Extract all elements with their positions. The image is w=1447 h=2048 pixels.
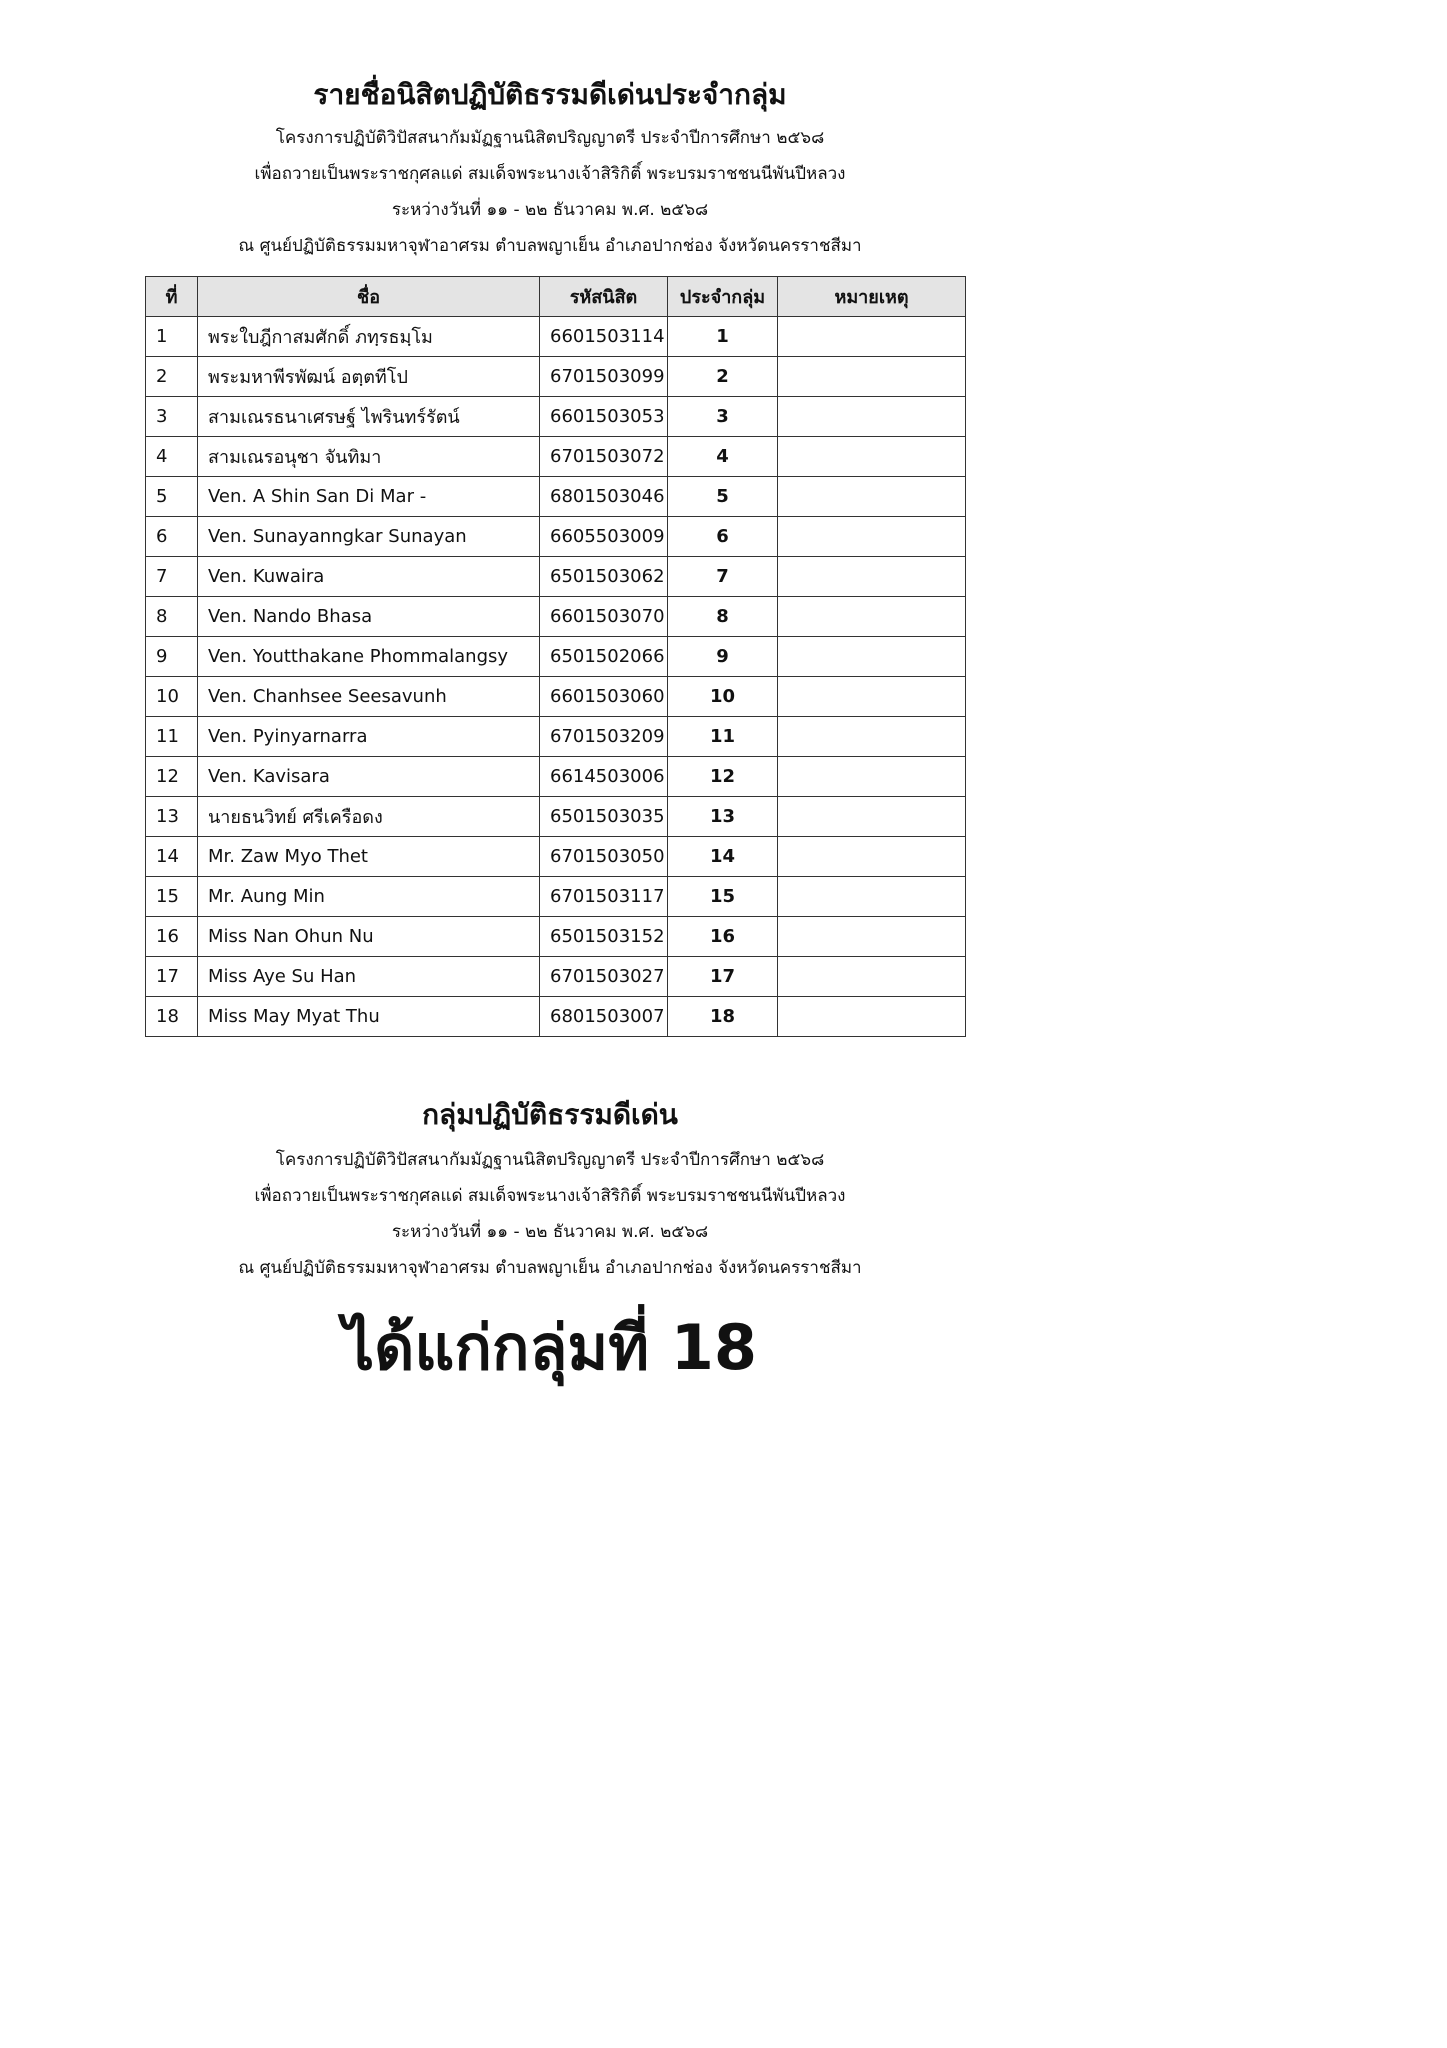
row-number-cell: 11 [146,717,198,757]
page-title: รายชื่อนิสิตปฏิบัติธรรมดีเด่นประจำกลุ่ม [313,78,787,111]
student-id-cell: 6601503114 [540,317,668,357]
table-row [146,877,966,917]
table-row [146,357,966,397]
row-number-cell: 6 [146,517,198,557]
note-cell [778,357,966,397]
group-number-cell: 18 [668,997,778,1037]
note-cell [778,397,966,437]
note-cell [778,677,966,717]
note-cell [778,477,966,517]
student-name-cell: Ven. Kuwaira [198,557,540,597]
student-id-cell: 6801503046 [540,477,668,517]
group-number-cell: 14 [668,837,778,877]
student-name-cell: Miss May Myat Thu [198,997,540,1037]
row-number-cell: 3 [146,397,198,437]
table-row [146,477,966,517]
student-id-cell: 6601503060 [540,677,668,717]
table-row [146,597,966,637]
project-line: โครงการปฏิบัติวิปัสสนากัมมัฏฐานนิสิตปริญญาตรี ประจำปีการศึกษา ๒๕๖๘ [275,128,825,148]
table-row [146,637,966,677]
student-name-cell: Mr. Aung Min [198,877,540,917]
column-header-student-id: รหัสนิสิต [540,277,668,317]
table-row [146,437,966,477]
group-number-cell: 3 [668,397,778,437]
note-cell [778,997,966,1037]
student-name-cell: Mr. Zaw Myo Thet [198,837,540,877]
table-row [146,797,966,837]
footer-location-line: ณ ศูนย์ปฏิบัติธรรมมหาจุฬาอาศรม ตำบลพญาเย็น อำเภอปากช่อง จังหวัดนครราชสีมา [238,1258,862,1278]
student-id-cell: 6605503009 [540,517,668,557]
header-section [0,78,1100,264]
note-cell [778,437,966,477]
column-header-name: ชื่อ [198,277,540,317]
student-name-cell: Ven. Pyinyarnarra [198,717,540,757]
group-number-cell: 12 [668,757,778,797]
student-id-cell: 6701503050 [540,837,668,877]
student-id-cell: 6801503007 [540,997,668,1037]
row-number-cell: 14 [146,837,198,877]
note-cell [778,917,966,957]
student-id-cell: 6501502066 [540,637,668,677]
table-row [146,517,966,557]
student-id-cell: 6601503070 [540,597,668,637]
row-number-cell: 12 [146,757,198,797]
row-number-cell: 15 [146,877,198,917]
table-row [146,757,966,797]
student-id-cell: 6501503152 [540,917,668,957]
note-cell [778,637,966,677]
group-number-cell: 16 [668,917,778,957]
row-number-cell: 17 [146,957,198,997]
row-number-cell: 9 [146,637,198,677]
table-header-row [146,277,966,317]
group-number-cell: 10 [668,677,778,717]
table-row [146,397,966,437]
row-number-cell: 10 [146,677,198,717]
student-id-cell: 6701503027 [540,957,668,997]
student-name-cell: Ven. Youtthakane Phommalangsy [198,637,540,677]
student-table [145,276,966,1037]
row-number-cell: 5 [146,477,198,517]
student-id-cell: 6614503006 [540,757,668,797]
student-id-cell: 6701503117 [540,877,668,917]
row-number-cell: 1 [146,317,198,357]
group-number-cell: 8 [668,597,778,637]
table-row [146,997,966,1037]
footer-date-line: ระหว่างวันที่ ๑๑ - ๒๒ ธันวาคม พ.ศ. ๒๕๖๘ [391,1222,709,1242]
note-cell [778,877,966,917]
group-number-cell: 15 [668,877,778,917]
table-row [146,557,966,597]
student-name-cell: Ven. Nando Bhasa [198,597,540,637]
row-number-cell: 13 [146,797,198,837]
student-name-cell: Miss Nan Ohun Nu [198,917,540,957]
group-award-title: กลุ่มปฏิบัติธรรมดีเด่น [422,1098,678,1131]
group-number-cell: 4 [668,437,778,477]
column-header-note: หมายเหตุ [778,277,966,317]
table-row [146,717,966,757]
row-number-cell: 4 [146,437,198,477]
student-id-cell: 6601503053 [540,397,668,437]
student-name-cell: Ven. Sunayanngkar Sunayan [198,517,540,557]
student-name-cell: นายธนวิทย์ ศรีเครือดง [198,797,540,837]
location-line: ณ ศูนย์ปฏิบัติธรรมมหาจุฬาอาศรม ตำบลพญาเย็น อำเภอปากช่อง จังหวัดนครราชสีมา [238,236,862,256]
row-number-cell: 8 [146,597,198,637]
group-number-cell: 6 [668,517,778,557]
table-row [146,677,966,717]
group-number-cell: 1 [668,317,778,357]
row-number-cell: 18 [146,997,198,1037]
student-name-cell: Ven. A Shin San Di Mar - [198,477,540,517]
group-number-cell: 13 [668,797,778,837]
student-id-cell: 6701503072 [540,437,668,477]
group-number-cell: 2 [668,357,778,397]
group-number-cell: 7 [668,557,778,597]
student-id-cell: 6701503209 [540,717,668,757]
student-name-cell: Ven. Kavisara [198,757,540,797]
note-cell [778,317,966,357]
group-number-cell: 9 [668,637,778,677]
student-id-cell: 6501503035 [540,797,668,837]
footer-section [0,1098,1100,1388]
note-cell [778,517,966,557]
student-name-cell: Ven. Chanhsee Seesavunh [198,677,540,717]
student-name-cell: Miss Aye Su Han [198,957,540,997]
table-row [146,317,966,357]
dedication-line: เพื่อถวายเป็นพระราชกุศลแด่ สมเด็จพระนางเจ้าสิริกิติ์ พระบรมราชชนนีพันปีหลวง [254,164,846,184]
date-line: ระหว่างวันที่ ๑๑ - ๒๒ ธันวาคม พ.ศ. ๒๕๖๘ [391,200,709,220]
student-name-cell: พระมหาพีรพัฒน์ อตฺตทีโป [198,357,540,397]
note-cell [778,557,966,597]
student-name-cell: พระใบฎีกาสมศักดิ์ ภทฺรธมฺโม [198,317,540,357]
row-number-cell: 7 [146,557,198,597]
note-cell [778,757,966,797]
table-row [146,917,966,957]
column-header-no: ที่ [146,277,198,317]
note-cell [778,957,966,997]
group-number-cell: 17 [668,957,778,997]
column-header-group: ประจำกลุ่ม [668,277,778,317]
student-name-cell: สามเณรธนาเศรษฐ์ ไพรินทร์รัตน์ [198,397,540,437]
table-body [146,317,966,1037]
group-number-cell: 11 [668,717,778,757]
note-cell [778,797,966,837]
note-cell [778,837,966,877]
table-row [146,837,966,877]
award-group-text: ได้แก่กลุ่มที่ 18 [342,1311,758,1384]
footer-project-line: โครงการปฏิบัติวิปัสสนากัมมัฏฐานนิสิตปริญญาตรี ประจำปีการศึกษา ๒๕๖๘ [275,1150,825,1170]
group-number-cell: 5 [668,477,778,517]
note-cell [778,717,966,757]
student-id-cell: 6701503099 [540,357,668,397]
footer-dedication-line: เพื่อถวายเป็นพระราชกุศลแด่ สมเด็จพระนางเจ้าสิริกิติ์ พระบรมราชชนนีพันปีหลวง [254,1186,846,1206]
student-id-cell: 6501503062 [540,557,668,597]
row-number-cell: 16 [146,917,198,957]
student-name-cell: สามเณรอนุชา จันทิมา [198,437,540,477]
note-cell [778,597,966,637]
table-row [146,957,966,997]
row-number-cell: 2 [146,357,198,397]
